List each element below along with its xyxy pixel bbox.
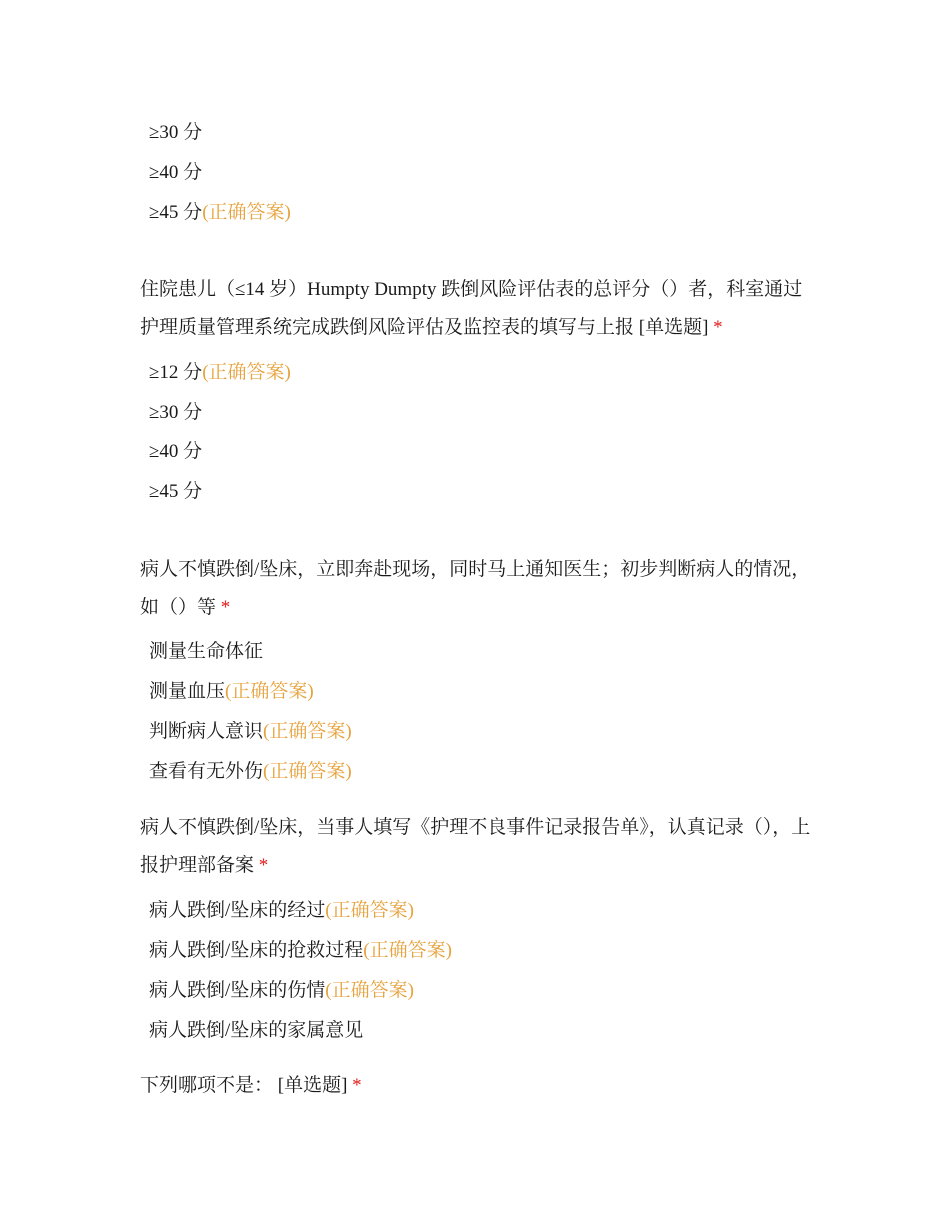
option: ≥40 分	[149, 162, 203, 183]
correct-answer-tag: (正确答案)	[325, 980, 414, 1001]
question-1-text: 住院患儿（≤14 岁）Humpty Dumpty 跌倒风险评估表的总评分（）者，科室通过护理质量管理系统完成跌倒风险评估及监控表的填写与上报 [单选题] *	[140, 279, 803, 338]
correct-answer-tag: (正确答案)	[325, 900, 414, 921]
option: ≥45 分(正确答案)	[149, 202, 291, 223]
option: 判断病人意识(正确答案)	[149, 721, 352, 742]
question-2-text: 病人不慎跌倒/坠床，立即奔赴现场，同时马上通知医生；初步判断病人的情况，如（）等 *	[140, 559, 811, 618]
correct-answer-tag: (正确答案)	[263, 761, 352, 782]
option: 测量血压(正确答案)	[149, 681, 314, 702]
option: ≥40 分	[149, 441, 203, 462]
option: 测量生命体征	[149, 641, 264, 662]
option: 病人跌倒/坠床的家属意见	[149, 1020, 364, 1041]
question-4-text: 下列哪项不是： [单选题] *	[140, 1075, 362, 1096]
correct-answer-tag: (正确答案)	[202, 362, 291, 383]
option: ≥30 分	[149, 122, 203, 143]
required-mark: *	[713, 317, 723, 338]
correct-answer-tag: (正确答案)	[225, 681, 314, 702]
required-mark: *	[220, 597, 231, 618]
required-mark: *	[258, 855, 269, 876]
option: 查看有无外伤(正确答案)	[149, 761, 352, 782]
option: ≥45 分	[149, 481, 203, 502]
correct-answer-tag: (正确答案)	[202, 202, 291, 223]
option: ≥12 分(正确答案)	[149, 362, 291, 383]
question-3-text: 病人不慎跌倒/坠床，当事人填写《护理不良事件记录报告单》，认真记录（），上报护理部备案 *	[140, 817, 811, 876]
option: ≥30 分	[149, 402, 203, 423]
correct-answer-tag: (正确答案)	[363, 940, 452, 961]
option: 病人跌倒/坠床的伤情(正确答案)	[149, 980, 414, 1001]
option: 病人跌倒/坠床的经过(正确答案)	[149, 900, 414, 921]
required-mark: *	[352, 1075, 362, 1096]
option: 病人跌倒/坠床的抢救过程(正确答案)	[149, 940, 452, 961]
correct-answer-tag: (正确答案)	[263, 721, 352, 742]
